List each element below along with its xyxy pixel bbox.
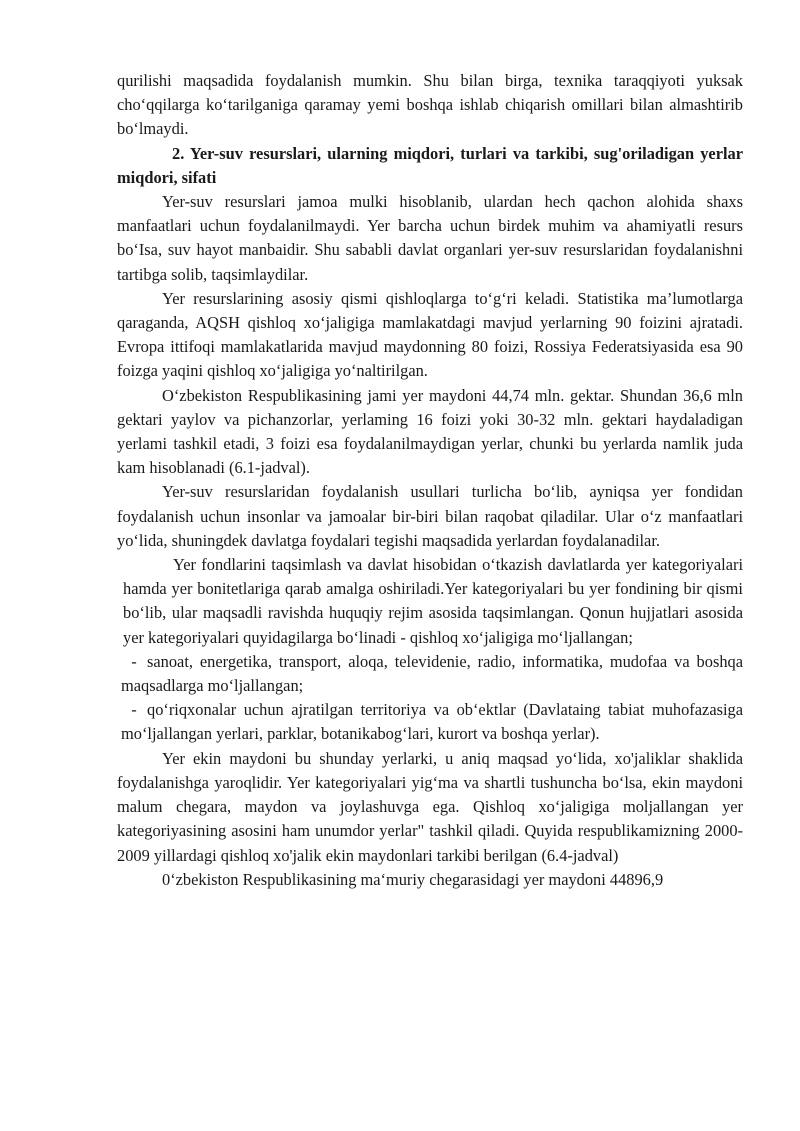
paragraph: Yer fondlarini taqsimlash va davlat hisobidan o‘tkazish davlatlarda yer kategoriyalari hamda yer bonitetlariga qarab amalga oshiriladi.Yer kategoriyalari bu yer fondining bir qismi bo‘lib, ular maqsadli ravishda huquqiy rejim asosida taqsimlangan. Qonun hujjatlari asosida yer kategoriyalari quyidagilarga bo‘linadi - qishloq xo‘jaligiga mo‘ljallangan; — [123, 555, 743, 647]
paragraph: Yer resurslarining asosiy qismi qishloqlarga to‘g‘ri keladi. Statistika ma’lumotlarga qaraganda, AQSH qishloq xo‘jaligiga mamlakatdagi mavjud yerlarning 90 foizini ajratadi. Evropa ittifoqi mamlakatlarida mavjud maydonning 80 foizi, Rossiya Federatsiyasida esa 90 foizga yaqini qishloq xo‘jaligiga yo‘naltirilgan. — [117, 288, 743, 381]
list-item-text: sanoat, energetika, transport, aloqa, televidenie, radio, informatika, mudofaa va boshqa maqsadlarga mo‘ljallangan; — [121, 651, 743, 696]
paragraph: Yer-suv resurslaridan foydalanish usullari turlicha bo‘lib, ayniqsa yer fondidan foydalanish uchun insonlar va jamoalar bir-biri bilan raqobat qiladilar. Ular o‘z manfaatlari yo‘lida, shuningdek davlatga foydalari tegishi maqsadida yerlardan foydalanadilar. — [117, 482, 743, 550]
document-page — [117, 69, 743, 892]
paragraph-continuation: qurilishi maqsadida foydalanish mumkin. Shu bilan birga, texnika taraqqiyoti yuksak cho‘qqilarga ko‘tarilganiga qaramay yemi boshqa ishlab chiqarish omillari bilan almashtirib bo‘lmaydi. — [117, 71, 743, 139]
list-item — [117, 698, 743, 746]
list-item — [117, 650, 743, 698]
paragraph: Yer ekin maydoni bu shunday yerlarki, u aniq maqsad yo‘lida, xo'jaliklar shaklida foydalanishga yaroqlidir. Yer kategoriyalari yig‘ma va shartli tushuncha bo‘lsa, ekin maydoni malum chegara, maydon va joylashuvga ega. Qishloq xo‘jaligiga moljallangan yer kategoriyasining asosini ham unumdor yerlar" tashkil qiladi. Quyida respublikamizning 2000-2009 yillardagi qishloq xo'jalik ekin maydonlari tarkibi berilgan (6.4-jadval) — [117, 748, 743, 865]
list-dash: - — [131, 651, 137, 671]
paragraph: O‘zbekiston Respublikasining jami yer maydoni 44,74 mln. gektar. Shundan 36,6 mln gektari yaylov va pichanzorlar, yerlaming 16 foizi yoki 30-32 mln. gektari haydaladigan yerlami tashkil etadi, 3 foizi esa foydalanilmaydigan yerlar, chunki bu yerlarda namlik juda kam hisoblanadi (6.1-jadval). — [117, 385, 743, 478]
section-heading: 2. Yer-suv resurslari, ularning miqdori, turlari va tarkibi, sug'oriladigan yerlar miqdori, sifati — [117, 143, 743, 187]
paragraph: Yer-suv resurslari jamoa mulki hisoblanib, ulardan hech qachon alohida shaxs manfaatlari uchun foydalanilmaydi. Yer barcha uchun birdek muhim va ahamiyatli resurs bo‘Isa, suv hayot manbaidir. Shu sababli davlat organlari yer-suv resurslaridan foydalanishni tartibga solib, taqsimlaydilar. — [117, 192, 743, 284]
paragraph: 0‘zbekiston Respublikasining ma‘muriy chegarasidagi yer maydoni 44896,9 — [162, 869, 664, 889]
list-dash: - — [131, 700, 137, 720]
list-item-text: qo‘riqxonalar uchun ajratilgan territoriya va ob‘ektlar (Davlataing tabiat muhofazasiga mo‘ljallangan yerlari, parklar, botanikabog‘lari, kurort va boshqa yerlar). — [121, 700, 743, 744]
